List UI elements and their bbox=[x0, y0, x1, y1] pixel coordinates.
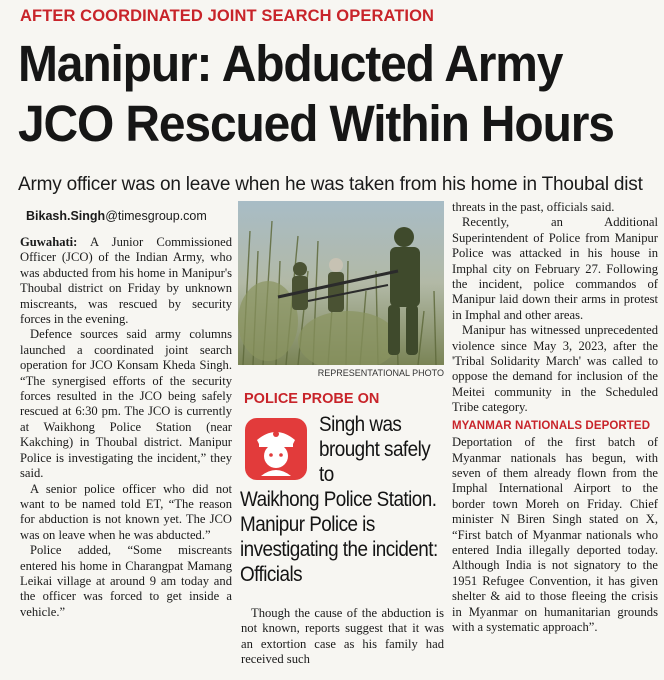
police-officer-icon bbox=[245, 418, 307, 480]
paragraph-3: A senior police officer who did not want to be named told ET, “The reason for abduction is not known yet. The JCO was on leave when he was abducted.” bbox=[20, 481, 232, 542]
probe-label: POLICE PROBE ON bbox=[244, 391, 380, 407]
article-column-1 bbox=[20, 235, 232, 620]
soldiers-photo-illustration bbox=[238, 201, 444, 365]
paragraph-4: Police added, “Some miscreants entered his home in Charangpat Mamang Leikai village at around 9 am today and the officer was forced to get inside a vehicle.” bbox=[20, 543, 232, 619]
probe-quote-part-2: Waikhong Police Station. Manipur Police is investigating the incident: Officials bbox=[240, 488, 438, 586]
paragraph-1-text: A Junior Commissioned Officer (JCO) of the Indian Army, who was abducted from his home in Manipur's Thoubal district on Friday by unknown miscreants, was rescued by security forces in the evening. bbox=[20, 235, 232, 327]
paragraph-1 bbox=[20, 235, 232, 327]
paragraph-9: Deportation of the first batch of Myanmar nationals has begun, with seven of them already flown from the Imphal International Airport to the border town Moreh on Friday. Chief minister N Biren Singh stated on X, “First batch of Myanmar nationals who entered India illegally deported today. Although India is not signatory to the 1951 Refugee Convention, it has given shelter & aid to those fleeing the crisis in Myanmar on humanitarian grounds with a systematic approach”. bbox=[452, 435, 658, 634]
paragraph-6: threats in the past, officials said. bbox=[452, 200, 615, 214]
article-column-3 bbox=[452, 200, 658, 635]
probe-quote-part-1: Singh was brought safely to bbox=[319, 413, 431, 486]
paragraph-2: Defence sources said army columns launched a coordinated joint search operation for JCO Konsam Kheda Singh. “The synergised efforts of the security forces resulted in the JCO being safely rescued at 6:30 pm. The JCO is currently at Waikhong Police Station (near Kakching) in Thoubal district. Manipur Police is investigating the incident,” they said. bbox=[20, 327, 232, 481]
police-officer-icon-svg bbox=[245, 418, 307, 480]
headline-line-2: JCO Rescued Within Hours bbox=[18, 95, 614, 152]
deck: Army officer was on leave when he was taken from his home in Thoubal dist bbox=[18, 174, 643, 195]
headline bbox=[18, 34, 620, 154]
paragraph-7: Recently, an Additional Superintendent of Police from Manipur Police was attacked in his house in Imphal city on February 27. Following the incident, police commandos of Manipur laid down their arms in protest in Imphal and other areas. bbox=[452, 215, 658, 322]
paragraph-8: Manipur has witnessed unprecedented violence since May 3, 2023, after the 'Tribal Solidarity March' was called to oppose the demand for inclusion of the Meitei community in the Scheduled Tribe category. bbox=[452, 323, 658, 415]
dateline: Guwahati: bbox=[20, 235, 78, 249]
byline-name: Bikash.Singh bbox=[26, 209, 106, 223]
photo-caption: REPRESENTATIONAL PHOTO bbox=[317, 368, 444, 378]
byline bbox=[26, 209, 207, 223]
article-column-2 bbox=[241, 606, 444, 668]
byline-email: @timesgroup.com bbox=[105, 209, 207, 223]
kicker: AFTER COORDINATED JOINT SEARCH OPERATION bbox=[20, 7, 435, 25]
paragraph-5: Though the cause of the abduction is not known, reports suggest that it was an extortion case as his family had received such bbox=[241, 606, 444, 667]
headline-line-1: Manipur: Abducted Army bbox=[18, 35, 563, 92]
soldiers-photo bbox=[238, 201, 444, 365]
subhead-myanmar: MYANMAR NATIONALS DEPORTED bbox=[452, 419, 651, 432]
